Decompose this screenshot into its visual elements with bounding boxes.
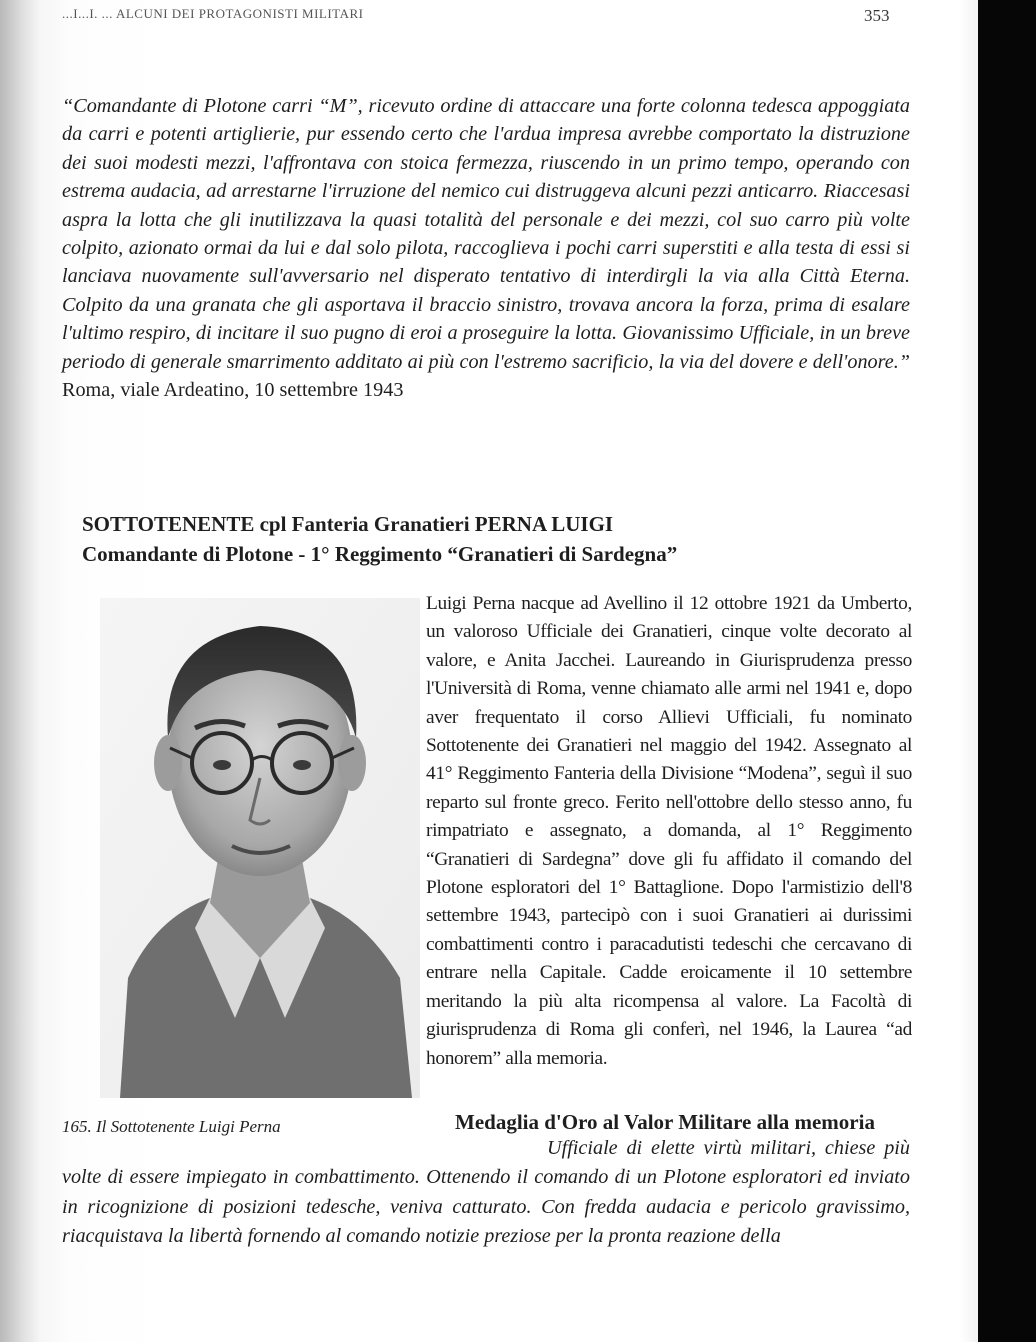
medal-motivation: Ufficiale di elette virtù militari, chiese più volte di essere impiegato in combattimento. Ottenendo il comando di un Plotone esploratori ed inviato in ricognizione di posizioni tedesche, veniva catturato. Con fredda audacia e pericolo gravissimo, riacquistava la libertà fornendo al comando notizie preziose per la pronta reazione della xyxy=(62,1137,910,1248)
heading-role: Comandante di Plotone - 1° Reggimento “Granatieri di Sardegna” xyxy=(82,542,678,566)
running-head: ...I...I. ... ALCUNI DEI PROTAGONISTI MILITARI xyxy=(62,6,364,21)
portrait-photo xyxy=(100,598,420,1098)
heading-rank-name: SOTTOTENENTE cpl Fanteria Granatieri PERNA LUIGI xyxy=(82,512,614,536)
section-heading xyxy=(82,509,902,569)
biography-paragraph: Luigi Perna nacque ad Avellino il 12 ottobre 1921 da Umberto, un valoroso Ufficiale dei Granatieri, cinque volte decorato al valore, e Anita Jacchei. Laureando in Giurisprudenza presso l'Università di Roma, venne chiamato alle armi nel 1941 e, dopo aver frequentato il corso Allievi Ufficiali, fu nominato Sottotenente dei Granatieri nel maggio del 1942. Assegnato al 41° Reggimento Fanteria della Divisione “Modena”, seguì il suo reparto sul fronte greco. Ferito nell'ottobre dello stesso anno, fu rimpatriato e assegnato, a domanda, al 1° Reggimento “Granatieri di Sardegna” dove gli fu affidato il comando del Plotone esploratori del 1° Battaglione. Dopo l'armistizio dell'8 settembre 1943, partecipò con i suoi Granatieri ai durissimi combattimenti contro i paracadutisti tedeschi che cercavano di entrare nella Capitale. Cadde eroicamente il 10 settembre meritando la più alta ricompensa al valore. La Facoltà di giurisprudenza di Roma gli conferì, nel 1946, la Laurea “ad honorem” alla memoria. xyxy=(426,593,912,1069)
photo-caption: 165. Il Sottotenente Luigi Perna xyxy=(62,1117,281,1136)
page-number: 353 xyxy=(864,6,890,25)
medal-title: Medaglia d'Oro al Valor Militare alla memoria xyxy=(455,1110,875,1134)
citation-paragraph xyxy=(62,92,910,404)
citation-place-date: Roma, viale Ardeatino, 10 settembre 1943 xyxy=(62,379,404,402)
scan-edge-bar xyxy=(978,0,1036,1342)
gutter-shadow xyxy=(0,0,40,1342)
citation-text: “Comandante di Plotone carri “M”, ricevuto ordine di attaccare una forte colonna tedesca appoggiata da carri e potenti artiglierie, pur essendo certo che l'ardua impresa avrebbe comportato la distruzione dei suoi modesti mezzi, l'affrontava con stoica fermezza, riuscendo in un primo tempo, operando con estrema audacia, ad arrestarne l'irruzione del nemico cui distruggeva alcuni pezzi anticarro. Riaccesasi aspra la lotta che gli inutilizzava la quasi totalità del personale e dei mezzi, col suo carro più volte colpito, azionato ormai da lui e dal solo pilota, raccoglieva i pochi carri superstiti e alla testa di essi si lanciava nuovamente sull'avversario nel disperato tentativo di interdirgli la via alla Città Eterna. Colpito da una granata che gli asportava il braccio sinistro, trovava ancora la forza, prima di esalare l'ultimo respiro, di incitare il suo pugno di eroi a proseguire la lotta. Giovanissimo Ufficiale, in un breve periodo di generale smarrimento additato ai più con l'estremo sacrificio, la via del dovere e dell'onore.” xyxy=(62,95,910,373)
